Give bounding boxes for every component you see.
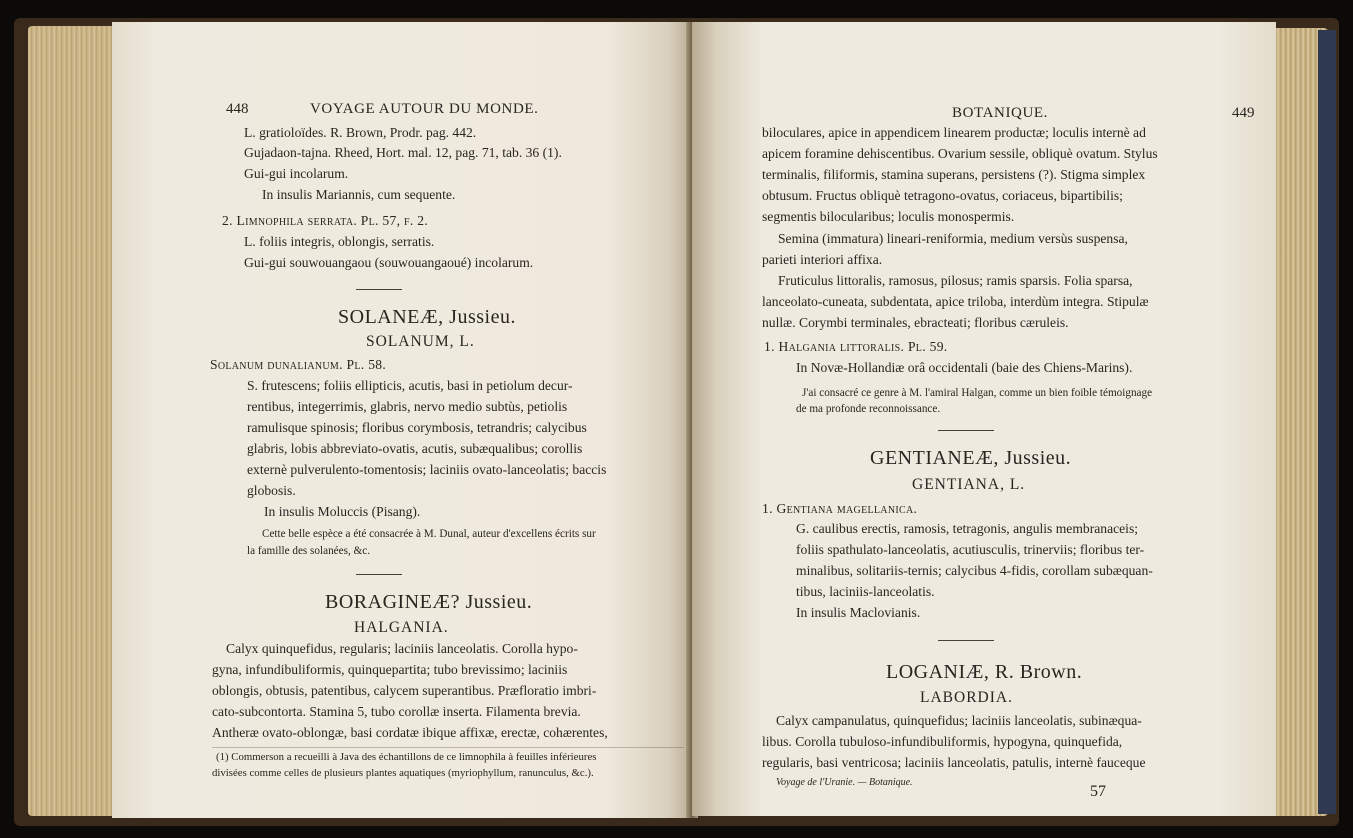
section-rule <box>356 289 402 290</box>
genus-heading: SOLANUM, L. <box>366 333 475 350</box>
text-line: biloculares, apice in appendicem linearem productæ; loculis internè ad <box>762 125 1146 140</box>
text-line: In Novæ-Hollandiæ orâ occidentali (baie des Chiens-Marins). <box>796 360 1133 375</box>
text-line: Gui-gui incolarum. <box>244 166 349 181</box>
text-line: nullæ. Corymbi terminales, ebracteati; floribus cæruleis. <box>762 315 1069 330</box>
text-line: 2. Limnophila serrata. Pl. 57, f. 2. <box>222 213 429 228</box>
family-heading: LOGANIÆ, R. Brown. <box>886 661 1083 683</box>
family-heading: BORAGINEÆ? Jussieu. <box>325 591 533 613</box>
text-line: lanceolato-cuneata, subdentata, apice triloba, interdùm integra. Stipulæ <box>762 294 1149 309</box>
page-number: 449 <box>1232 105 1255 121</box>
note-line: Cette belle espèce a été consacrée à M. Dunal, auteur d'excellens écrits sur <box>262 528 596 540</box>
note-line: J'ai consacré ce genre à M. l'amiral Halgan, comme un bien foible témoignage <box>802 387 1153 399</box>
text-line: S. frutescens; foliis ellipticis, acutis, basi in petiolum decur- <box>247 378 573 393</box>
text-line: regularis, basi ventricosa; laciniis lanceolatis, patulis, internè fauceque <box>762 755 1146 770</box>
text-line: L. foliis integris, oblongis, serratis. <box>244 234 435 249</box>
text-line: globosis. <box>247 483 296 498</box>
signature-mark: 57 <box>1090 783 1106 800</box>
species-name: 1. Halgania littoralis. Pl. 59. <box>764 339 948 354</box>
note-line: de ma profonde reconnoissance. <box>796 403 941 415</box>
species-name: Solanum dunalianum. Pl. 58. <box>210 357 387 372</box>
left-page <box>112 22 692 818</box>
genus-heading: GENTIANA, L. <box>912 476 1026 493</box>
text-line: terminalis, filiformis, stamina superans, persistens (?). Stigma simplex <box>762 167 1146 182</box>
family-heading: GENTIANEÆ, Jussieu. <box>870 447 1072 469</box>
section-rule <box>938 640 994 641</box>
text-line: In insulis Mariannis, cum sequente. <box>262 187 456 202</box>
genus-heading: LABORDIA. <box>920 689 1013 706</box>
text-line: foliis spathulato-lanceolatis, acutiusculis, trinerviis; floribus ter- <box>796 542 1145 557</box>
species-name: 1. Gentiana magellanica. <box>762 501 918 516</box>
section-rule <box>938 430 994 431</box>
text-line: oblongis, obtusis, patentibus, calycem superantibus. Præfloratio imbri- <box>212 683 597 698</box>
text-line: minalibus, solitariis-ternis; calycibus 4-fidis, corollam subæquan- <box>796 563 1153 578</box>
footnote-line: (1) Commerson a recueilli à Java des échantillons de ce limnophila à feuilles inférieures <box>216 751 597 763</box>
footnote-line: divisées comme celles de plusieurs plantes aquatiques (myriophyllum, ranunculus, &c.). <box>212 767 594 779</box>
genus-heading: HALGANIA. <box>354 619 449 636</box>
text-line: Antheræ ovato-oblongæ, basi cordatæ ibique affixæ, erectæ, cohærentes, <box>212 725 608 740</box>
text-line: libus. Corolla tubuloso-infundibuliformis, hypogyna, quinquefida, <box>762 734 1123 749</box>
running-title: BOTANIQUE. <box>952 105 1049 121</box>
text-line: Semina (immatura) lineari-reniformia, medium versùs suspensa, <box>778 231 1128 246</box>
text-line: externè pulverulento-tomentosis; laciniis ovato-lanceolatis; baccis <box>247 462 607 477</box>
section-rule <box>356 574 402 575</box>
text-line: apicem foramine dehiscentibus. Ovarium sessile, obliquè ovatum. Stylus <box>762 146 1158 161</box>
text-line: Gui-gui souwouangaou (souwouangaoué) incolarum. <box>244 255 534 270</box>
text-line: Calyx quinquefidus, regularis; laciniis lanceolatis. Corolla hypo- <box>226 641 578 656</box>
text-line: rentibus, integerrimis, glabris, nervo medio subtùs, petiolis <box>247 399 568 414</box>
text-line: ramulisque spinosis; floribus corymbosis, tetrandris; calycibus <box>247 420 587 435</box>
text-line: G. caulibus erectis, ramosis, tetragonis, angulis membranaceis; <box>796 521 1139 536</box>
running-title: VOYAGE AUTOUR DU MONDE. <box>310 101 539 117</box>
text-line: Fruticulus littoralis, ramosus, pilosus; ramis sparsis. Folia sparsa, <box>778 273 1133 288</box>
text-line: gyna, infundibuliformis, quinquepartita; tubo brevissimo; laciniis <box>212 662 568 677</box>
text-line: segmentis bilocularibus; loculis monospermis. <box>762 209 1015 224</box>
page-number: 448 <box>226 101 249 117</box>
text-line: cato-subcontorta. Stamina 5, tubo corollæ inserta. Filamenta brevia. <box>212 704 581 719</box>
text-line: L. gratioloïdes. R. Brown, Prodr. pag. 442. <box>244 125 477 140</box>
text-line: In insulis Maclovianis. <box>796 605 921 620</box>
left-page-edges <box>28 26 116 816</box>
family-heading: SOLANEÆ, Jussieu. <box>338 306 516 328</box>
cover-cloth <box>1318 30 1336 814</box>
note-line: la famille des solanées, &c. <box>247 545 371 557</box>
text-line: parieti interiori affixa. <box>762 252 883 267</box>
text-line: In insulis Moluccis (Pisang). <box>264 504 421 519</box>
text-line: Gujadaon-tajna. Rheed, Hort. mal. 12, pag. 71, tab. 36 (1). <box>244 145 562 160</box>
text-line: obtusum. Fructus obliquè tetragono-ovatus, coriaceus, bipartibilis; <box>762 188 1123 203</box>
text-line: tibus, laciniis-lanceolatis. <box>796 584 935 599</box>
signature-text: Voyage de l'Uranie. — Botanique. <box>776 777 913 788</box>
text-line: Calyx campanulatus, quinquefidus; laciniis lanceolatis, subinæqua- <box>776 713 1142 728</box>
right-page <box>692 22 1276 816</box>
text-line: glabris, lobis abbreviato-ovatis, acutis, subæqualibus; corollis <box>247 441 583 456</box>
footnote-rule <box>212 747 684 748</box>
